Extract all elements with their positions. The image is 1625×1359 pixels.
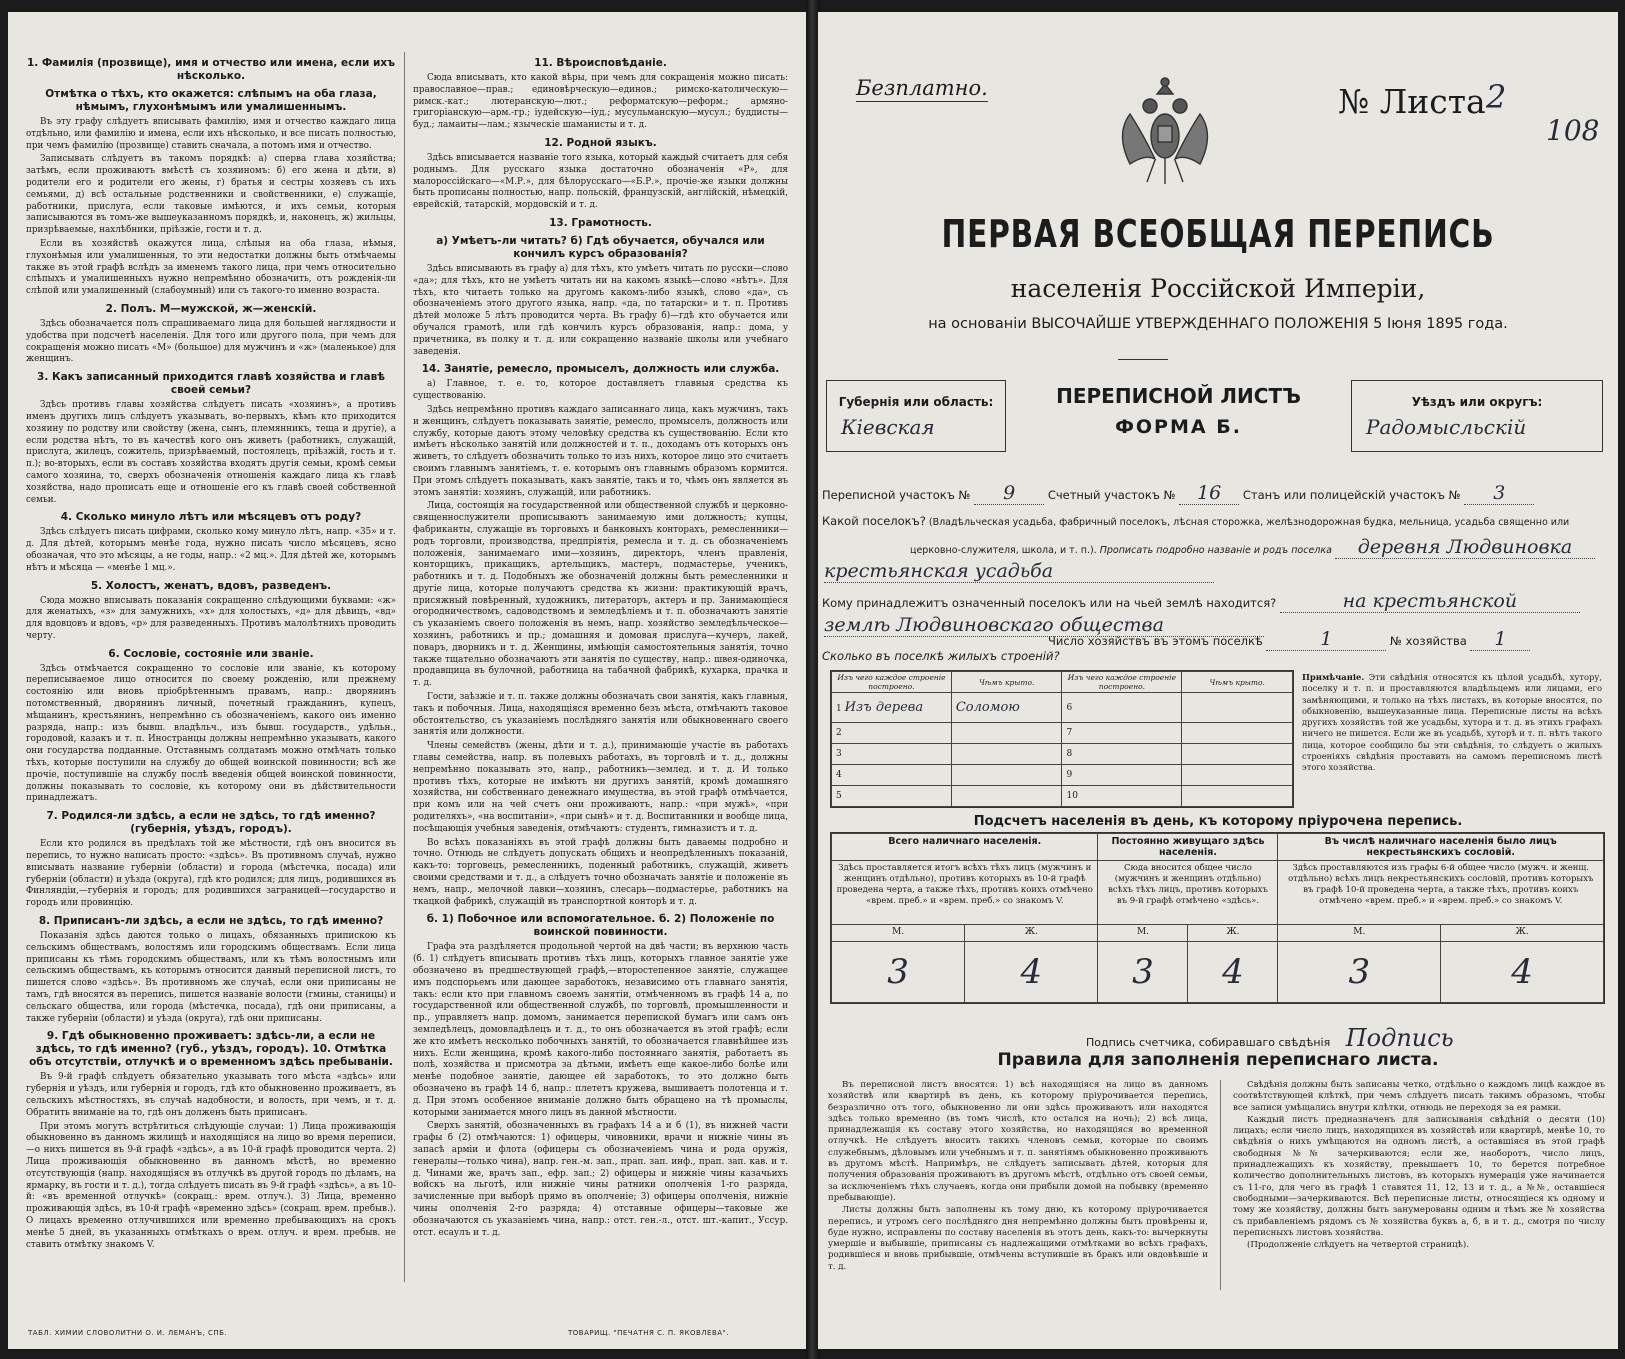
uezd-box — [1351, 380, 1603, 452]
note-title: Примѣчаніе. — [1302, 672, 1365, 682]
uezd-label: Уѣздъ или округъ: — [1411, 395, 1543, 409]
pop-count-row — [832, 942, 1604, 1003]
table-row — [832, 744, 1293, 765]
population-count-title: Подсчетъ населенія въ день, къ которому пріурочена перепись. — [973, 814, 1463, 829]
section-heading: 1. Фамилія (прозвище), имя и отчество или имена, если ихъ нѣсколько. — [26, 57, 396, 82]
paragraph: Лица, состоящія на государственной или общественной службѣ и церковно-священнослужители прописываютъ занимаемую ими должность; купцы, фабриканты, служащіе въ торговыхъ и банковыхъ конторахъ, ремесленники—родъ торговли, производства, предпріятія, ремесла и т. д. съ обозначеніемъ положенія, занимаемаго ими—хозяинъ, директоръ, членъ правленія, конторщикъ, прикащикъ, артельщикъ, мастеръ, подмастерье, ученикъ, работникъ и т. д. Подобныхъ же обозначеній должны быть ремесленники и другіе лица, которые получаютъ средства къ жизни: практикующій врачъ, присяжный повѣренный, художникъ, литераторъ, актеръ и пр. Занимающіеся огородничествомъ, садоводствомъ и земледѣліемъ и т. п. обозначаютъ занятіе съ указаніемъ своего положенія въ немъ, напр. хозяйство земледѣльческое—хозяинъ, работникъ и пр.; домашняя и домовая прислуга—кучеръ, лакей, поваръ, дворникъ и т. д. Женщины, имѣющія самостоятельныя занятія, точно также тщательно обозначаютъ эти занятія по существу, напр.: швея-одиночка, продавщица въ булочной, работница на табачной фабрикѣ, кухарка, прачка и т. д. — [413, 501, 788, 689]
section-heading: 2. Полъ. М—мужской, ж—женскій. — [105, 302, 317, 315]
column-divider — [1220, 1080, 1221, 1290]
paragraph: Здѣсь непремѣнно противъ каждаго записаннаго лица, какъ мужчинъ, такъ и женщинъ, слѣдуетъ показывать занятіе, ремесло, промыселъ, должность или службу, которые даютъ этому человѣку средства къ существованію. Если кто имѣетъ нѣсколько занятій или должностей и т. п., доходамъ отъ которыхъ онъ живетъ, то слѣдуетъ обозначить только то изъ нихъ, которое лицо это считаетъ своимъ главнымъ занятіемъ, т. е. которымъ онъ главнымъ образомъ кормится. При этомъ слѣдуетъ показывать, какъ занятіе, такъ и то, чѣмъ онъ является въ этомъ занятіи: хозяинъ, служащій, или работникъ. — [413, 404, 788, 498]
paragraph: Во всѣхъ показаніяхъ въ этой графѣ должны быть даваемы подробно и точно. Отнюдь не слѣдуетъ допускать общихъ и неопредѣленныхъ показаній, какъ-то: торговецъ, ремесленникъ, поденный работникъ, служащій, живетъ своими средствами и т. д., а слѣдуетъ точно обозначать занятіе и положеніе въ немъ, напр., мелочной лавки—хозяинъ, слесарь—подмастерье, работникъ на ткацкой фабрикѣ, служащій въ транспортной конторѣ и т. д. — [413, 837, 788, 907]
paragraph: Сюда вписывать, кто какой вѣры, при чемъ для сокращенія можно писать: православное—прав.; единовѣрческую—единов.; римско-католическую—римск.-кат.; лютеранскую—лют.; реформатскую—реформ.; армяно-григоріанскую—арм.-гр.; іудейскую—іуд.; мусульманскую—мусул.; буддисты—буд.; ламаиты—лам.; языческіе шаманисты и т. д. — [413, 73, 788, 131]
paragraph: а) Главное, т. е. то, которое доставляетъ главныя средства къ существованію. — [413, 379, 788, 402]
section-heading: 8. Приписанъ-ли здѣсь, а если не здѣсь, то гдѣ именно? — [38, 915, 384, 928]
poselok-value-2: крестьянская усадьба — [824, 560, 1214, 583]
paragraph: Здѣсь обозначается полъ спрашиваемаго лица для большей наглядности и удобства при подсчетѣ населенія. Для того или другого пола, при чемъ для сокращенія можно писать «М» (большое) для мужчинъ и «ж» (маленькое) для женщинъ. — [26, 318, 396, 365]
schetny-label: Счетный участокъ № — [1047, 488, 1176, 502]
population-table — [830, 832, 1605, 1004]
count-total-female: 4 — [965, 942, 1098, 1003]
pop-desc-row — [832, 861, 1604, 925]
pop-header-total: Всего наличнаго населенія. — [832, 834, 1098, 861]
owner-value: на крестьянской — [1280, 590, 1580, 613]
row-number: 8 — [1062, 744, 1182, 765]
table-row — [832, 723, 1293, 744]
poselok-line — [822, 514, 1569, 528]
paragraph: Листы должны быть заполнены къ тому дню, къ которому пріурочивается перепись, и утромъ сего послѣдняго дня непремѣнно должны быть провѣрены и, буде нужно, исправлены по составу населенія въ этотъ день, какъ-то: вычеркнуты умершіе и выбывшіе, приписаны съ надлежащими отмѣтками во всѣхъ графахъ, родившіеся и вновь прибывшіе, отмѣчены вступившіе въ бракъ или овдовѣвшіе и т. д. — [828, 1205, 1208, 1272]
perepisnoy-value: 9 — [974, 482, 1044, 505]
male-label: М. — [1278, 925, 1441, 942]
pop-header-row — [832, 834, 1604, 861]
count-noncrest-female: 4 — [1441, 942, 1604, 1003]
pop-mf-row — [832, 925, 1604, 942]
paragraph: Въ переписной листъ вносятся: 1) всѣ находящіяся на лицо въ данномъ хозяйствѣ или квартирѣ въ день, къ которому пріурочивается перепись, безразлично отъ того, обыкновенно ли они здѣсь проживаютъ или находятся здѣсь только временно (въ томъ числѣ, кто остался на ночь); 2) всѣ лица, принадлежащія къ составу этого хозяйства, но находящіяся во временной отлучкѣ. Не слѣдуетъ вносить такихъ членовъ семьи, которые по своимъ служебнымъ, дѣловымъ или учебнымъ и т. п. занятіямъ обыкновенно проживаютъ въ другомъ мѣстѣ. Напримѣръ, не слѣдуетъ записывать дѣтей, которыя для получения образованія проживаютъ въ другомъ мѣстѣ, отдѣльно отъ своей семьи, за исключеніемъ тѣхъ случаевъ, когда они прибыли домой на побывку (временно пребывающіе). — [828, 1080, 1208, 1203]
rules-column-2 — [1233, 1080, 1605, 1252]
printer-credit-left: ТАБЛ. ХИМИИ СЛОВОЛИТНИ О. И. ЛЕМАНЪ, СПБ. — [28, 1329, 228, 1337]
count-permanent-male: 3 — [1098, 942, 1188, 1003]
poselok-line-3 — [824, 560, 1214, 583]
gubernia-label: Губернія или область: — [838, 395, 994, 409]
header-boxes — [826, 380, 1606, 450]
bldg-material: Изъ дерева — [844, 700, 924, 716]
paragraph: Сюда можно вписывать показанія сокращенно слѣдующими буквами: «ж» для женатыхъ, «з» для замужнихъ, «х» для холостыхъ, «д» для дѣвицъ, «вд» для вдовцовъ и вдовъ, «р» для разведенныхъ. Противъ малолѣтнихъ проводить черту. — [26, 595, 396, 641]
section-heading: 6. Сословіе, состояніе или званіе. — [108, 647, 314, 660]
section-heading: 13. Грамотность. — [549, 216, 652, 229]
paragraph: Въ 9-й графѣ слѣдуетъ обязательно указывать того мѣста «здѣсь» или губернія и уѣздъ, или губернія и городъ, гдѣ кто обыкновенно проживаетъ, въ сельскихъ мѣстностяхъ, въ случаѣ надобности, и волость, при чемъ, и т. д. Обратить вниманіе на то, гдѣ онъ долженъ быть приписанъ. — [26, 1072, 396, 1118]
paragraph: Здѣсь противъ главы хозяйства слѣдуетъ писать «хозяинъ», а противъ именъ другихъ лицъ слѣдуетъ указывать, во-первыхъ, кѣмъ кто приходится хозяину по родству или свойству (жена, сынъ, племянникъ, теща и другіе), а если родства нѣтъ, то въ качествѣ кого онъ живетъ (работникъ, служащій, прислуга, жилецъ, сожитель, призрѣваемый, постоялецъ, пріѣзжій, гость и т. п.); во-вторыхъ, если въ составъ хозяйства входятъ другія семьи, кромѣ семьи самого хозяина, то, сверхъ обозначенія отношенія каждаго лица къ главѣ хозяйства, надо прописать еще и отношеніе его къ главѣ своей собственной семьи. — [26, 400, 396, 505]
buildings-header-row — [832, 672, 1293, 693]
section-heading: 4. Сколько минуло лѣтъ или мѣсяцевъ отъ роду? — [60, 511, 362, 524]
count-permanent-female: 4 — [1188, 942, 1278, 1003]
empty-cell — [1182, 744, 1293, 765]
buildings-note — [1302, 672, 1602, 774]
paragraph: Записывать слѣдуетъ въ такомъ порядкѣ: а) сперва глава хозяйства; затѣмъ, если проживаютъ вмѣстѣ съ хозяиномъ: б) его жена и дѣти, в) родители его и родители его жены, г) братья и сестры хозяевъ съ ихъ семьями, д) всѣ остальные родственники и свойственники, е) служащіе, работники, прислуга, если таковые имѣются, и ихъ семьи, которыя записываются въ томъ-же вышеуказанномъ порядкѣ, и, наконецъ, ж) жильцы, призрѣваемые, нахлѣбники, пріѣзжіе, гости и т. д. — [26, 154, 396, 236]
instructions-column-1 — [26, 52, 396, 1253]
paragraph: Здѣсь отмѣчается сокращенно то сословіе или званіе, къ которому переписываемое лицо относится по своему рожденію, или прежнему состоянію или вновь пріобрѣтеннымъ правамъ, напр.: дворянинъ потомственный, дворянинъ личный, почетный гражданинъ, купецъ, мѣщанинъ, крестьянинъ, непремѣнно съ обозначеніемъ, какого онъ именно разряда, напр.: изъ бывш. владѣльч., изъ бывш. государств., удѣльн., городовой, казакъ и т. п. Иностранцы должны непремѣнно указывать, какого они государства подданные. Отставнымъ солдатамъ можно отмѣчать только тѣхъ, которые поступили на службу до общей воинской повинности; всѣ же прочіе, поступившіе на службу послѣ введенія общей воинской повинности, должны показывать то сословіе, къ которому они въ дѣйствительности принадлежатъ. — [26, 663, 396, 804]
left-page — [8, 12, 808, 1349]
perepisnoy-label: Переписной участокъ № — [822, 488, 971, 502]
column-divider — [404, 52, 405, 1282]
female-label: Ж. — [965, 925, 1098, 942]
paragraph: (Продолженіе слѣдуетъ на четвертой страницѣ). — [1247, 1240, 1469, 1251]
paragraph: Здѣсь вписывается названіе того языка, который каждый считаетъ для себя роднымъ. Для русскаго языка достаточно обозначенія «Р», для малороссійскаго—«М.Р.», для бѣлорусскаго—«Б.Р.», прочіе-же языки должны быть прописаны полностью, напр. польскій, французскій, англійскій, нѣмецкій, еврейскій, татарскій, мордовскій и т. д. — [413, 152, 788, 211]
empty-cell — [1182, 786, 1293, 807]
row-number: 4 — [832, 765, 952, 786]
paragraph: Графа эта раздѣляется продольной чертой на двѣ части; въ верхнюю часть (б. 1) слѣдуетъ вписывать противъ тѣхъ лицъ, которыхъ главное занятіе уже обозначено въ предшествующей графѣ,—второстепенное занятіе, служащее имъ подспорьемъ или дающее заработокъ, независимо отъ главнаго занятія, такъ: если кто при главномъ своемъ занятіи, отмѣченномъ въ графѣ 14 а, по государственной или общественной службѣ, по торговлѣ, промышленности и пр., управляетъ напр. домомъ, занимается перепиской бумагъ или самъ онъ земледѣлецъ, домовладѣлецъ и т. д., то онъ обозначается въ этой графѣ; если же кто имѣетъ несколько побочныхъ занятій, то обозначается главнѣйшее изъ нихъ. Если женщина, кромѣ какого-либо постояннаго занятія, работаетъ въ полѣ, хозяйства и присмотра за дѣтьми, имѣетъ еще какое-либо болѣе или менѣе подобное занятіе, дающее ей заработокъ, то это должно быть обозначено въ графѣ 14 б, напр.: плететъ кружева, вышиваетъ полотенца и т. д. При этомъ особенное вниманіе должно быть обращено на тѣ промыслы, которыми занимается много лицъ въ данной мѣстности. — [413, 942, 788, 1118]
free-label: Безплатно. — [856, 76, 988, 100]
paragraph: Каждый листъ предназначенъ для записыванія свѣдѣній о десяти (10) лицахъ; если число лицъ, находящихся въ хозяйствѣ или квартирѣ, менѣе 10, то свѣдѣнія о нихъ умѣщаются на одномъ листѣ, а оставшіяся въ этой графѣ свободныя №№ зачеркиваются; если же, наоборотъ, число лицъ, принадлежащихъ къ хозяйству, превышаетъ 10, то берется потребное количество дополнительныхъ листовъ, въ которыхъ нумерація уже начинается съ 11-го, для чего въ графѣ 1 ставятся 11, 12, 13 и т. д., а №№, оставшіеся свободными—зачеркиваются. Всѣ переписные листы, относящіеся къ одному и тому же хозяйству, должны быть занумерованы одним и тѣмъ же № хозяйства съ прибавленіемъ рядомъ съ № хозяйства буквъ а, б, в и т. д., смотря по числу переписныхъ листовъ хозяйства. — [1233, 1114, 1605, 1238]
household-no-label: № хозяйства — [1390, 634, 1467, 648]
uezd-value: Радомысльскій — [1366, 415, 1527, 439]
note-text: Эти свѣдѣнія относятся къ цѣлой усадьбѣ, хутору, поселку и т. п. и проставляются владѣльцемъ или лицами, его замѣняющими, и только на тѣхъ листахъ, въ которые вносятся, по обыкновенію, вышеуказанные лица. Переписные листы на всѣхъ другихъ хозяйствъ той же усадьбы, хутора и т. д. въ этихъ графахъ ничего не пишется. Если же въ усадьбѣ, хуторѣ и т. п. нѣтъ такого лица, которое сообщило бы эти свѣдѣнія, то слѣдуетъ о жилыхъ строеніяхъ свѣдѣнія проставить на самомъ переписномъ листѣ этого хозяйства. — [1302, 672, 1602, 773]
empty-cell — [1182, 723, 1293, 744]
count-noncrest-male: 3 — [1278, 942, 1441, 1003]
section-heading: 7. Родился-ли здѣсь, а если не здѣсь, то гдѣ именно? (губернія, уѣздъ, городъ). — [46, 810, 376, 836]
count-total-male: 3 — [832, 942, 965, 1003]
bldg-header-roof: Чѣмъ крыто. — [951, 672, 1062, 693]
rules-title: Правила для заполненія переписнаго листа. — [997, 1050, 1439, 1070]
empty-cell — [951, 786, 1062, 807]
sheet-number-handwritten: 2 — [1486, 78, 1507, 116]
pop-desc-total: Здѣсь проставляется итогъ всѣхъ тѣхъ лицъ (мужчинъ и женщинъ отдѣльно), противъ которыхъ въ 10-й графѣ проведена черта, а также тѣхъ, противъ коихъ отмѣчено «врем. преб.» и «врем. преб.» со знакомъ V. — [832, 861, 1098, 925]
paragraph: Здѣсь вписывають въ графу а) для тѣхъ, кто умѣетъ читать по русски—слово «да»; для тѣхъ, кто не умѣетъ читать ни на какомъ языкѣ—слово «нѣтъ». Для тѣхъ, кто читаетъ только на другомъ какомъ-либо языкѣ, слово «да», съ обозначеніемъ этого другого языка, напр. «да, по татарски» и т. п. Противъ дѣтей моложе 5 лѣтъ проводится черта. Въ графу б)—гдѣ кто обучается или обучался грамотѣ, или гдѣ кончилъ курсъ образованія, напр.: дома, у причетника, въ полку и т. д. или сокращенно названіе школы или учебнаго заведенія. — [413, 263, 788, 357]
row-number: 9 — [1062, 765, 1182, 786]
imperial-eagle-emblem — [1110, 74, 1220, 194]
households-label: Число хозяйствъ въ этомъ поселкѣ — [1048, 634, 1263, 648]
sheet-number-label: № Листа — [1338, 82, 1486, 121]
right-page — [818, 12, 1618, 1349]
bldg-header-material: Изъ чего каждое строеніе построено. — [832, 672, 952, 693]
poselok-hint: (Владѣльческая усадьба, фабричный поселокъ, лѣсная сторожка, желѣзнодорожная будка, мельница, усадьба священно или — [928, 517, 1570, 528]
table-row — [832, 765, 1293, 786]
paragraph: Гости, заѣзжіе и т. п. также должны обозначать свои занятія, какъ главныя, такъ и побочныя. Лица, находящіяся временно безъ мѣста, отмѣчаютъ таковое обстоятельство, съ указаніемъ послѣдняго занятія или обыкновеннаго своего занятія или должности. — [413, 692, 788, 738]
pop-header-permanent: Постоянно живущаго здѣсь населенія. — [1098, 834, 1278, 861]
poselok-label: Какой поселокъ? — [822, 514, 926, 528]
female-label: Ж. — [1441, 925, 1604, 942]
section-heading: а) Умѣетъ-ли читать? б) Гдѣ обучается, обучался или кончилъ курсъ образованія? — [436, 234, 765, 260]
bldg-roof: Соломою — [951, 693, 1062, 723]
empty-cell — [951, 744, 1062, 765]
households-value: 1 — [1266, 628, 1386, 651]
poselok-line-2 — [910, 536, 1595, 559]
census-title: ПЕРВАЯ ВСЕОБЩАЯ ПЕРЕПИСЬ — [941, 212, 1495, 256]
gubernia-value: Кіевская — [841, 415, 935, 439]
stan-label: Станъ или полицейскій участокъ № — [1242, 488, 1461, 502]
bldg-header-material-2: Изъ чего каждое строеніе построено. — [1062, 672, 1182, 693]
schetny-value: 16 — [1179, 482, 1239, 505]
signature-value: Подпись — [1345, 1024, 1454, 1052]
poselok-hint-2: церковно-служителя, школа, и т. п.). — [910, 545, 1097, 556]
paragraph: Сверхъ занятій, обозначенныхъ въ графахъ 14 а и б (1), въ нижней части графы б (2) отмѣчаются: 1) офицеры, чиновники, врачи и нижніе чины въ запасѣ арміи и флота (офицеры съ обозначеніемъ чина и рода оружія, генералы—только чина), напр. ген.-м. зап., прап. зап. инф., прап. зап. кав. и т. д. Чинами же, врачъ зап., ефр. зап.; 2) офицеры и нижніе чины казачьихъ войскъ на льготѣ, или нижніе чины ратники ополченія 1-го разряда, зачисленные при выборѣ прямо въ ополченіе; 3) офицеры ополченія, нижніе чины ополченія 2-го разряда; 4) отставные офицеры—таковые же обозначаются съ указаніемъ чина, напр.: отст. ген.-л., отст. шт.-капит., Уссур. отст. есаулъ и т. д. — [413, 1121, 788, 1238]
instructions-column-2 — [413, 52, 788, 1241]
buildings-table — [830, 670, 1294, 808]
rules-column-1 — [828, 1080, 1208, 1274]
section-heading: 14. Занятіе, ремесло, промыселъ, должность или служба. — [421, 363, 780, 376]
district-line — [822, 482, 1534, 505]
paragraph: Въ эту графу слѣдуетъ вписывать фамилію, имя и отчество каждаго лица отдѣльно, или фамилію и имена, если ихъ нѣсколько, и все писать полностью, при чемъ фамилію (прозвище) ставить сначала, а потомъ имя и отчество. — [26, 117, 396, 151]
enumerator-signature-line — [1086, 1024, 1454, 1052]
stan-value: 3 — [1464, 482, 1534, 505]
section-heading: Отмѣтка о тѣхъ, кто окажется: слѣпымъ на оба глаза, нѣмымъ, глухонѣмымъ или умалишеннымъ. — [45, 88, 377, 113]
household-no-value: 1 — [1470, 628, 1530, 651]
empty-cell — [1182, 693, 1293, 723]
paragraph: Если кто родился въ предѣлахъ той же мѣстности, гдѣ онъ вносится въ перепись, то нужно написать просто: «здѣсь». Въ противномъ случаѣ, нужно вписывать название губерніи (области) и города (мѣстечка, посада) или губерніи (области) и уѣзда (округа), гдѣ кто родился; для лицъ, родившихся въ Финляндіи,—губернія и городъ; для родившихся заграницей—государство и городъ или провинцію. — [26, 839, 396, 909]
row-number: 1 — [836, 704, 842, 715]
paragraph: Если въ хозяйствѣ окажутся лица, слѣпыя на оба глаза, нѣмыя, глухонѣмыя или умалишенныя, то эти недостатки должны быть отмѣчаемы также въ этой графѣ вслѣдъ за именемъ такого лица, при чемъ относительно слѣпыхъ и умалишенныхъ нужно непремѣнно обозначить, отъ рожденія-ли слѣпой или умалишенный (слабоумный) или съ такого-то именно возраста. — [26, 238, 396, 297]
poselok-value: деревня Людвиновка — [1335, 536, 1595, 559]
row-number: 10 — [1062, 786, 1182, 807]
section-heading: 3. Какъ записанный приходится главѣ хозяйства и главѣ своей семьи? — [37, 371, 385, 397]
empty-cell — [1182, 765, 1293, 786]
paragraph: Члены семействъ (жены, дѣти и т. д.), принимающіе участіе въ работахъ главы семейства, напр. въ полевыхъ работахъ, въ торговлѣ и т. д., должны непремѣнно показывать это, напр., работникъ—землед. и т. д. И только противъ тѣхъ, которые не имѣютъ ни другихъ занятій, кромѣ домашняго хозяйства, ни собственнаго денежнаго имущества, въ этой графѣ отмѣчается, при комъ или на чей счетъ они проживаютъ, напр.: «при мужѣ», «при родителяхъ», «на воспитаніи», «при сынѣ» и т. д. Воспитанники и вообще лица, посѣщающія учебныя заведенія, отмѣчаютъ: студентъ, гимназистъ и т. д. — [413, 741, 788, 834]
divider — [1118, 359, 1168, 360]
row-number: 3 — [832, 744, 952, 765]
paragraph: При этомъ могутъ встрѣтиться слѣдующіе случаи: 1) Лица проживающія обыкновенно въ данномъ жилищѣ и находящіяся на лицо во время переписи,—о нихъ пишется въ 9-й графѣ «здѣсь», а въ 10-й графѣ проводится черта. 2) Лица проживающія обыкновенно въ данномъ мѣстѣ, но временно отсутствующія (напр. находящіяся въ отлучкѣ въ другой городъ по дѣламъ, на ярмарку, въ гости и т. д.), тогда слѣдуетъ писать въ 9-й графѣ «здѣсь», а въ 10-й: «въ временной отлучкѣ» (сокращ.: врем. отлуч.). 3) Лица, временно проживающія здѣсь, въ 10-й графѣ «временно здѣсь» (сокращ. врем. пребыв.). О лицахъ временно отлучившихся или временно пребывающихъ на срокъ менѣе 5 дней, въ указанныхъ отмѣткахъ о врем. отлуч. и врем. пребыв. не ставить отмѣтку знакомъ V. — [26, 1121, 396, 1250]
empty-cell — [951, 723, 1062, 744]
female-label: Ж. — [1188, 925, 1278, 942]
households-line — [1048, 628, 1530, 651]
section-heading: 11. Вѣроисповѣданіе. — [534, 57, 667, 69]
empty-cell — [951, 765, 1062, 786]
form-subtitle: ФОРМА Б. — [1115, 416, 1242, 438]
section-heading: 9. Гдѣ обыкновенно проживаетъ: здѣсь-ли, а если не здѣсь, то гдѣ именно? (губ., уѣздъ, городъ). 10. Отмѣтка объ отсутствіи, отлучкѣ и о временномъ здѣсь пребываніи. — [29, 1030, 393, 1069]
owner-line — [822, 590, 1580, 613]
poselok-instruction: Прописать подробно названіе и родъ поселка — [1099, 545, 1332, 556]
gubernia-box — [826, 380, 1006, 452]
table-row — [832, 786, 1293, 807]
form-title: ПЕРЕПИСНОЙ ЛИСТЪ — [1056, 384, 1301, 408]
row-number: 5 — [832, 786, 952, 807]
male-label: М. — [1098, 925, 1188, 942]
row-number: 6 — [1062, 693, 1182, 723]
owner-value-2: землѣ Людвиновскаго общества — [824, 614, 1264, 637]
section-heading: 12. Родной языкъ. — [544, 136, 657, 149]
bldg-header-roof-2: Чѣмъ крыто. — [1182, 672, 1293, 693]
buildings-label: Сколько въ поселкѣ жилыхъ строеній? — [822, 649, 1060, 663]
row-number: 7 — [1062, 723, 1182, 744]
row-number: 2 — [832, 723, 952, 744]
male-label: М. — [832, 925, 965, 942]
archive-number: 108 — [1546, 114, 1600, 147]
table-row — [832, 693, 1293, 723]
paragraph: Свѣдѣнія должны быть записаны четко, отдѣльно о каждомъ лицѣ каждое въ соотвѣтствующей клѣткѣ, при чемъ слѣдуетъ писать такимъ образомъ, чтобы все записи умѣщались внутри клѣтки, отнюдь не переходя за ея рамки. — [1233, 1080, 1605, 1113]
section-heading: б. 1) Побочное или вспомогательное. б. 2) Положеніе по воинской повинности. — [426, 913, 775, 939]
owner-label: Кому принадлежитъ означенный поселокъ или на чьей землѣ находится? — [822, 596, 1277, 610]
printer-credit-right: ТОВАРИЩ. "ПЕЧАТНЯ С. П. ЯКОВЛЕВА". — [568, 1329, 729, 1337]
section-heading: 5. Холостъ, женатъ, вдовъ, разведенъ. — [90, 579, 332, 592]
pop-desc-permanent: Сюда вносится общее число (мужчинъ и женщинъ отдѣльно) всѣхъ тѣхъ лицъ, противъ которыхъ въ 9-й графѣ отмѣчено «здѣсь». — [1098, 861, 1278, 925]
pop-desc-noncrest: Здѣсь проставляются изъ графы 6-й общее число (мужч. и женщ. отдѣльно) всѣхъ лицъ некрестьянскихъ сословій, противъ которыхъ въ графѣ 10-й проведена черта, а также тѣхъ, противъ коихъ отмѣчено «врем. преб.» и «врем. преб.» со знакомъ V. — [1278, 861, 1604, 925]
paragraph: Здѣсь слѣдуетъ писать цифрами, сколько кому минуло лѣтъ, напр. «35» и т. д. Для дѣтей, которымъ менѣе года, нужно писать число мѣсяцевъ, ясно обозначая, что это мѣсяцы, а не годы, напр.: «2 мц.». Для дѣтей же, которымъ нѣтъ и мѣсяца — «менѣе 1 мц.». — [26, 527, 396, 573]
legal-basis: на основаніи ВЫСОЧАЙШЕ УТВЕРЖДЕННАГО ПОЛОЖЕНІЯ 5 Іюня 1895 года. — [928, 316, 1508, 332]
paragraph: Показанія здѣсь даются только о лицахъ, обязанныхъ припискою къ сельскимъ обществамъ, волостямъ или городскимъ обществамъ. Если лица приписаны къ тѣмъ городскимъ обществамъ, или къ тѣмъ волостнымъ или сельскимъ обществамъ, къ которымъ относится данный переписной листъ, то пишется слово «здѣсь». Въ противномъ же случаѣ, если они приписаны не тамъ, гдѣ вносятся въ перепись, пишется названіе волости (гмины, станицы) и сельскаго общества, или города (мѣстечка, посада), гдѣ они приписаны, а также губерніи (области) и уѣзда (округа), гдѣ они приписаны. — [26, 931, 396, 1024]
census-subtitle: населенія Россійской Имперіи, — [1010, 274, 1426, 303]
pop-header-noncrest: Въ числѣ наличнаго населенія было лицъ некрестьянскихъ сословій. — [1278, 834, 1604, 861]
signature-label: Подпись счетчика, собиравшаго свѣдѣнія — [1086, 1036, 1331, 1049]
